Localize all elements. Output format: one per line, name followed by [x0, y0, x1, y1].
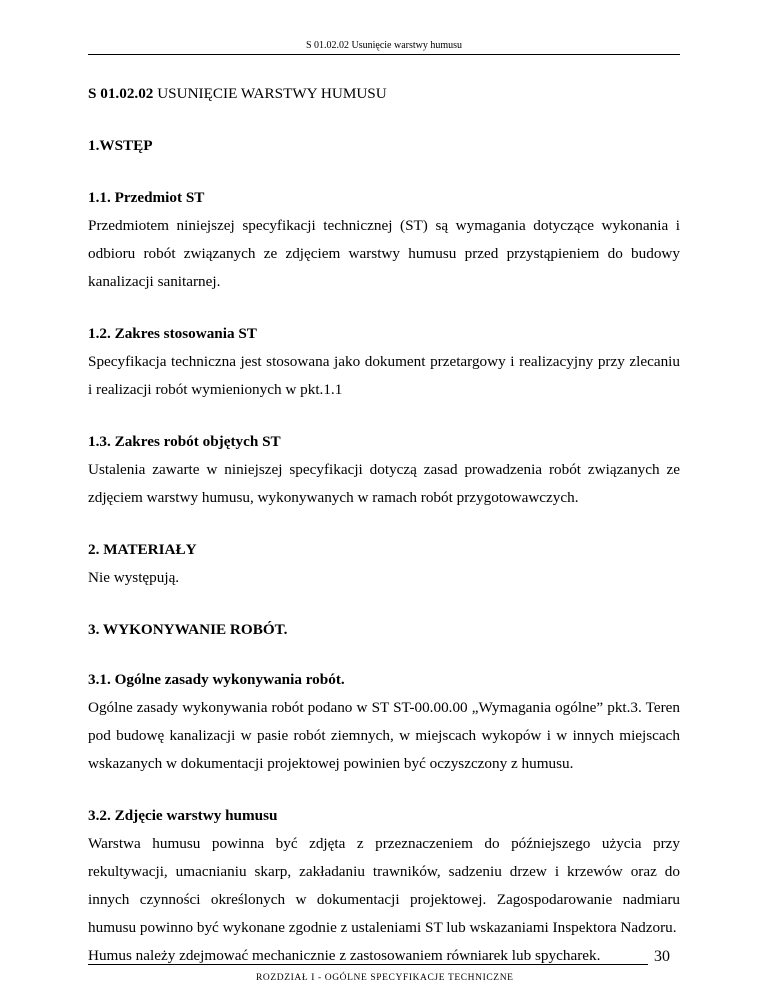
- page-number: 30: [654, 948, 670, 965]
- section-1-3-text: Ustalenia zawarte w niniejszej specyfikacji dotyczą zasad prowadzenia robót związanych ze zdjęciem warstwy humusu, wykonywanych w ramach robót przygotowawczych.: [88, 461, 680, 506]
- section-2-heading: 2. MATERIAŁY: [88, 541, 197, 558]
- section-3-heading: 3. WYKONYWANIE ROBÓT.: [88, 621, 288, 638]
- header-divider: [88, 54, 680, 55]
- section-1-heading: 1.WSTĘP: [88, 137, 153, 154]
- section-1-2-heading: 1.2. Zakres stosowania ST: [88, 325, 257, 342]
- document-body: [88, 80, 680, 970]
- document-title-text: USUNIĘCIE WARSTWY HUMUSU: [157, 85, 387, 102]
- section-1-1-heading: 1.1. Przedmiot ST: [88, 189, 205, 206]
- document-title: [88, 80, 680, 108]
- section-2-text: Nie występują.: [88, 569, 180, 586]
- section-1-3-heading: 1.3. Zakres robót objętych ST: [88, 433, 281, 450]
- section-3-1-heading: 3.1. Ogólne zasady wykonywania robót.: [88, 671, 345, 688]
- document-code: S 01.02.02: [88, 85, 154, 102]
- running-header: S 01.02.02 Usunięcie warstwy humusu: [305, 40, 463, 51]
- section-3-2-text: Warstwa humusu powinna być zdjęta z przeznaczeniem do późniejszego użycia przy rekultywacji, umacnianiu skarp, zakładaniu trawników, sadzeniu drzew i krzewów oraz do innych czynności określonych w dokumentacji projektowej. Zagospodarowanie nadmiaru humusu powinno być wykonane zgodnie z ustaleniami ST lub wskazaniami Inspektora Nadzoru.: [88, 835, 680, 936]
- section-3-2-heading: 3.2. Zdjęcie warstwy humusu: [88, 807, 278, 824]
- section-1-1-text: Przedmiotem niniejszej specyfikacji technicznej (ST) są wymagania dotyczące wykonania i odbioru robót związanych ze zdjęciem warstwy humusu przed przystąpieniem do budowy kanalizacji sanitarnej.: [88, 217, 680, 290]
- footer-chapter: ROZDZIAŁ I - OGÓLNE SPECYFIKACJE TECHNICZNE: [256, 973, 514, 983]
- section-1-2-text: Specyfikacja techniczna jest stosowana jako dokument przetargowy i realizacyjny przy zlecaniu i realizacji robót wymienionych w pkt.1.1: [88, 353, 680, 398]
- section-3-1-text: Ogólne zasady wykonywania robót podano w ST ST-00.00.00 „Wymagania ogólne” pkt.3. Teren pod budowę kanalizacji w pasie robót ziemnych, w miejscach wykopów i w innych miejscach wskazanych w dokumentacji projektowej powinien być oczyszczony z humusu.: [88, 699, 680, 772]
- footer-divider: [88, 964, 648, 965]
- section-3-2-text-2: Humus należy zdejmować mechanicznie z zastosowaniem równiarek lub spycharek.: [88, 947, 601, 964]
